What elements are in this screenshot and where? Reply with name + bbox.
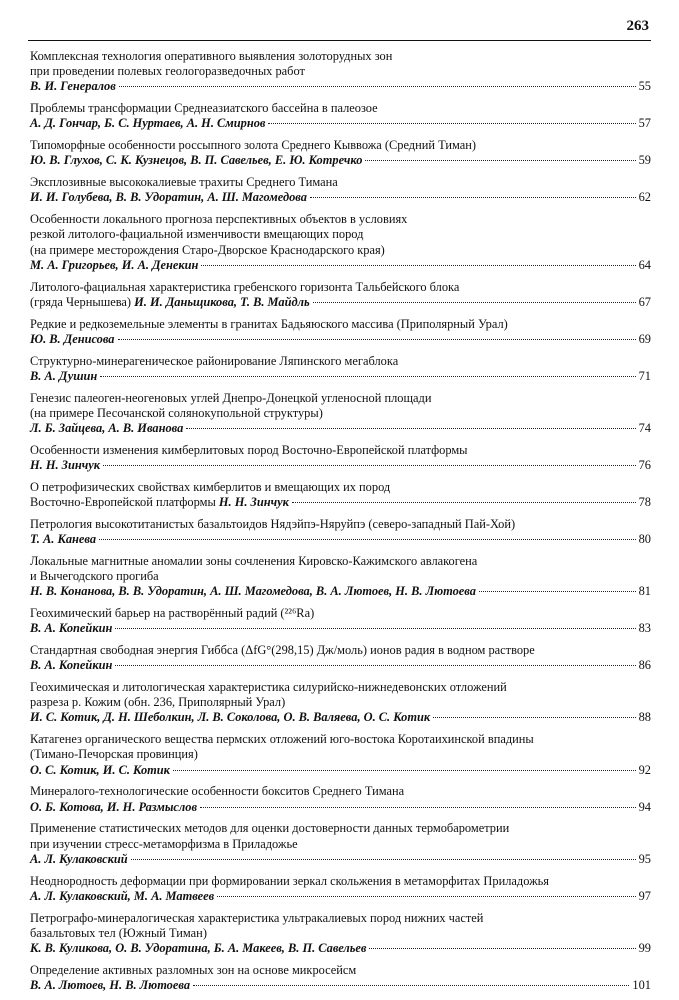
entry-author-row	[30, 421, 651, 436]
toc-entry	[30, 280, 651, 310]
entry-page-number: 83	[638, 621, 651, 636]
entry-page-number: 55	[638, 79, 651, 94]
toc-entry	[30, 212, 651, 273]
entry-author-row	[30, 495, 651, 510]
toc-entry	[30, 138, 651, 168]
entry-authors: Т. А. Канева	[30, 532, 97, 547]
entry-author-row	[30, 332, 651, 347]
toc-entry	[30, 480, 651, 510]
entry-page-number: 86	[638, 658, 651, 673]
dot-leader	[201, 265, 635, 266]
toc-entry	[30, 732, 651, 778]
entry-title-line: Геохимический барьер на растворённый радий (²²⁶Ra)	[30, 606, 315, 621]
entry-author-row	[30, 889, 651, 904]
entry-title-line: Минералого-технологические особенности бокситов Среднего Тимана	[30, 784, 405, 799]
toc-entry	[30, 680, 651, 726]
entry-title-line: Особенности изменения кимберлитовых пород Восточно-Европейской платформы	[30, 442, 468, 457]
entry-author-row	[30, 153, 651, 168]
entry-title-continuation: Восточно-Европейской платформы	[30, 495, 219, 510]
entry-title-line: Генезис палеоген-неогеновых углей Днепро-Донецкой угленосной площади	[30, 390, 432, 405]
entry-author-row	[30, 258, 651, 273]
dot-leader	[313, 302, 636, 303]
dot-leader	[118, 339, 636, 340]
entry-page-number: 99	[638, 941, 651, 956]
toc-entry	[30, 821, 651, 867]
entry-title-line: (Тимано-Печорская провинция)	[30, 747, 198, 762]
entry-author-row	[30, 532, 651, 547]
entry-title-line: Геохимическая и литологическая характеристика силурийско-нижнедевонских отложений	[30, 680, 507, 695]
entry-title-line: Неоднородность деформации при формировании зеркал скольжения в метаморфитах Приладожья	[30, 873, 549, 888]
entry-authors: Л. Б. Зайцева, А. В. Иванова	[30, 421, 184, 436]
entry-authors: Н. В. Конанова, В. В. Удоратин, А. Ш. Магомедова, В. А. Лютоев, Н. В. Лютоева	[30, 584, 476, 599]
toc-entry	[30, 391, 651, 437]
entry-page-number: 64	[638, 257, 651, 272]
entry-title-line: Структурно-минерагеническое районирование Ляпинского мегаблока	[30, 353, 399, 368]
toc-entry	[30, 643, 651, 673]
dot-leader	[292, 502, 636, 503]
dot-leader	[310, 197, 636, 198]
entry-author-row	[30, 79, 651, 94]
dot-leader	[103, 465, 636, 466]
entry-page-number: 74	[638, 421, 651, 436]
entry-page-number: 81	[638, 584, 651, 599]
dot-leader	[131, 859, 636, 860]
toc-entry	[30, 175, 651, 205]
toc-entry	[30, 784, 651, 814]
entry-page-number: 88	[638, 710, 651, 725]
entry-page-number: 67	[638, 294, 651, 309]
toc-entry	[30, 874, 651, 904]
entry-page-number: 71	[638, 368, 651, 383]
entry-author-row	[30, 978, 651, 993]
entry-authors: Ю. В. Денисова	[30, 331, 115, 346]
entry-title-line: Особенности локального прогноза перспективных объектов в условиях	[30, 212, 408, 227]
toc-entry	[30, 517, 651, 547]
dot-leader	[173, 770, 636, 771]
entry-author-row	[30, 295, 651, 310]
toc-entry	[30, 554, 651, 600]
entry-title-line: Проблемы трансформации Среднеазиатского бассейна в палеозое	[30, 101, 378, 116]
entry-title-line: О петрофизических свойствах кимберлитов и вмещающих их пород	[30, 479, 391, 494]
entry-title-line: Комплексная технология оперативного выявления золоторудных зон	[30, 49, 393, 63]
entry-title-line: Локальные магнитные аномалии зоны сочленения Кировско-Кажимского авлакогена	[30, 553, 478, 568]
toc-entry	[30, 49, 651, 95]
dot-leader	[217, 896, 635, 897]
entry-authors: О. Б. Котова, И. Н. Размыслов	[30, 799, 198, 814]
toc-entry	[30, 911, 651, 957]
entry-title-line: резкой литолого-фациальной изменчивости вмещающих пород	[30, 227, 364, 242]
entry-author-row	[30, 369, 651, 384]
dot-leader	[99, 539, 636, 540]
entry-author-row	[30, 621, 651, 636]
entry-title-line: (на примере Песочанской солянокупольной структуры)	[30, 405, 323, 420]
toc-entry	[30, 101, 651, 131]
entry-title-continuation: (гряда Чернышева)	[30, 294, 135, 309]
entry-authors: И. И. Голубева, В. В. Удоратин, А. Ш. Магомедова	[30, 190, 307, 205]
entry-author-row	[30, 458, 651, 473]
toc-entry	[30, 354, 651, 384]
entry-page-number: 62	[638, 190, 651, 205]
page-number: 263	[626, 18, 649, 34]
entry-title-line: Катагенез органического вещества пермских отложений юго-востока Коротаихинской впадины	[30, 732, 534, 747]
entry-authors: В. И. Генералов	[30, 79, 116, 94]
entry-authors: К. В. Куликова, О. В. Удоратина, Б. А. Макеев, В. П. Савельев	[30, 941, 367, 956]
entry-title-line: Петрология высокотитанистых базальтоидов Нядэйпэ-Няруйпэ (северо-западный Пай-Хой)	[30, 516, 516, 531]
entry-title-line: Редкие и редкоземельные элементы в гранитах Бадьяюского массива (Приполярный Урал)	[30, 316, 508, 331]
entry-author-row	[30, 800, 651, 815]
entry-authors: Н. Н. Зинчук	[30, 458, 101, 473]
entry-title-line: при проведении полевых геологоразведочных работ	[30, 64, 305, 79]
entry-page-number: 57	[638, 116, 651, 131]
entry-authors: Н. Н. Зинчук	[218, 495, 289, 510]
entry-title-line: Применение статистических методов для оценки достоверности данных термобарометрии	[30, 821, 510, 836]
dot-leader	[115, 665, 635, 666]
entry-author-row	[30, 584, 651, 599]
entry-title-line: разреза р. Кожим (обн. 236, Приполярный Урал)	[30, 695, 286, 710]
entry-title-line: Определение активных разломных зон на основе микросейсм	[30, 962, 357, 977]
entry-author-row	[30, 658, 651, 673]
entry-title-line: Стандартная свободная энергия Гиббса (ΔfG°(298,15) Дж/моль) ионов радия в водном растворе	[30, 643, 535, 658]
entry-title-line: базальтовых тел (Южный Тиман)	[30, 925, 207, 940]
entry-author-row	[30, 852, 651, 867]
toc-entry	[30, 317, 651, 347]
dot-leader	[433, 717, 635, 718]
entry-authors: Ю. В. Глухов, С. К. Кузнецов, В. П. Савельев, Е. Ю. Котречко	[30, 153, 363, 168]
dot-leader	[186, 428, 635, 429]
dot-leader	[200, 807, 636, 808]
entry-page-number: 80	[638, 532, 651, 547]
entry-page-number: 101	[632, 978, 651, 993]
entry-author-row	[30, 190, 651, 205]
dot-leader	[365, 160, 635, 161]
entry-page-number: 92	[638, 762, 651, 777]
entry-title-line: Типоморфные особенности россыпного золота Среднего Кыввожа (Средний Тиман)	[30, 138, 476, 153]
entry-authors: В. А. Копейкин	[30, 658, 113, 673]
table-of-contents	[30, 49, 651, 1000]
dot-leader	[115, 628, 635, 629]
dot-leader	[100, 376, 635, 377]
entry-authors: А. Л. Кулаковский	[30, 851, 128, 866]
entry-page-number: 59	[638, 153, 651, 168]
entry-page-number: 97	[638, 888, 651, 903]
entry-page-number: 69	[638, 331, 651, 346]
entry-title-line: Литолого-фациальная характеристика гребенского горизонта Тальбейского блока	[30, 279, 460, 294]
entry-authors: М. А. Григорьев, И. А. Денекин	[30, 257, 199, 272]
entry-authors: И. И. Даньщикова, Т. В. Майдль	[134, 294, 310, 309]
entry-author-row	[30, 941, 651, 956]
entry-authors: А. Л. Кулаковский, М. А. Матвеев	[30, 888, 215, 903]
entry-title-line: Эксплозивные высококалиевые трахиты Среднего Тимана	[30, 175, 338, 190]
entry-authors: В. А. Лютоев, Н. В. Лютоева	[30, 978, 191, 993]
entry-page-number: 94	[638, 799, 651, 814]
entry-authors: А. Д. Гончар, Б. С. Нуртаев, А. Н. Смирнов	[30, 116, 266, 131]
entry-page-number: 78	[638, 495, 651, 510]
dot-leader	[119, 86, 636, 87]
entry-page-number: 95	[638, 851, 651, 866]
entry-page-number: 76	[638, 458, 651, 473]
dot-leader	[479, 591, 636, 592]
entry-authors: В. А. Копейкин	[30, 621, 113, 636]
toc-entry	[30, 443, 651, 473]
dot-leader	[268, 123, 635, 124]
entry-author-row	[30, 763, 651, 778]
toc-entry	[30, 606, 651, 636]
entry-author-row	[30, 116, 651, 131]
entry-title-line: Петрографо-минералогическая характеристика ультракалиевых пород нижних частей	[30, 910, 484, 925]
header-rule	[28, 40, 651, 41]
entry-authors: В. А. Душин	[30, 368, 98, 383]
dot-leader	[369, 948, 635, 949]
toc-entry	[30, 963, 651, 993]
entry-authors: О. С. Котик, И. С. Котик	[30, 762, 170, 777]
entry-author-row	[30, 710, 651, 725]
entry-authors: И. С. Котик, Д. Н. Шеболкин, Л. В. Соколова, О. В. Валяева, О. С. Котик	[30, 710, 431, 725]
entry-title-line: при изучении стресс-метаморфизма в Приладожье	[30, 836, 298, 851]
entry-title-line: и Вычегодского прогиба	[30, 569, 159, 584]
dot-leader	[193, 985, 629, 986]
entry-title-line: (на примере месторождения Старо-Дворское Краснодарского края)	[30, 242, 385, 257]
